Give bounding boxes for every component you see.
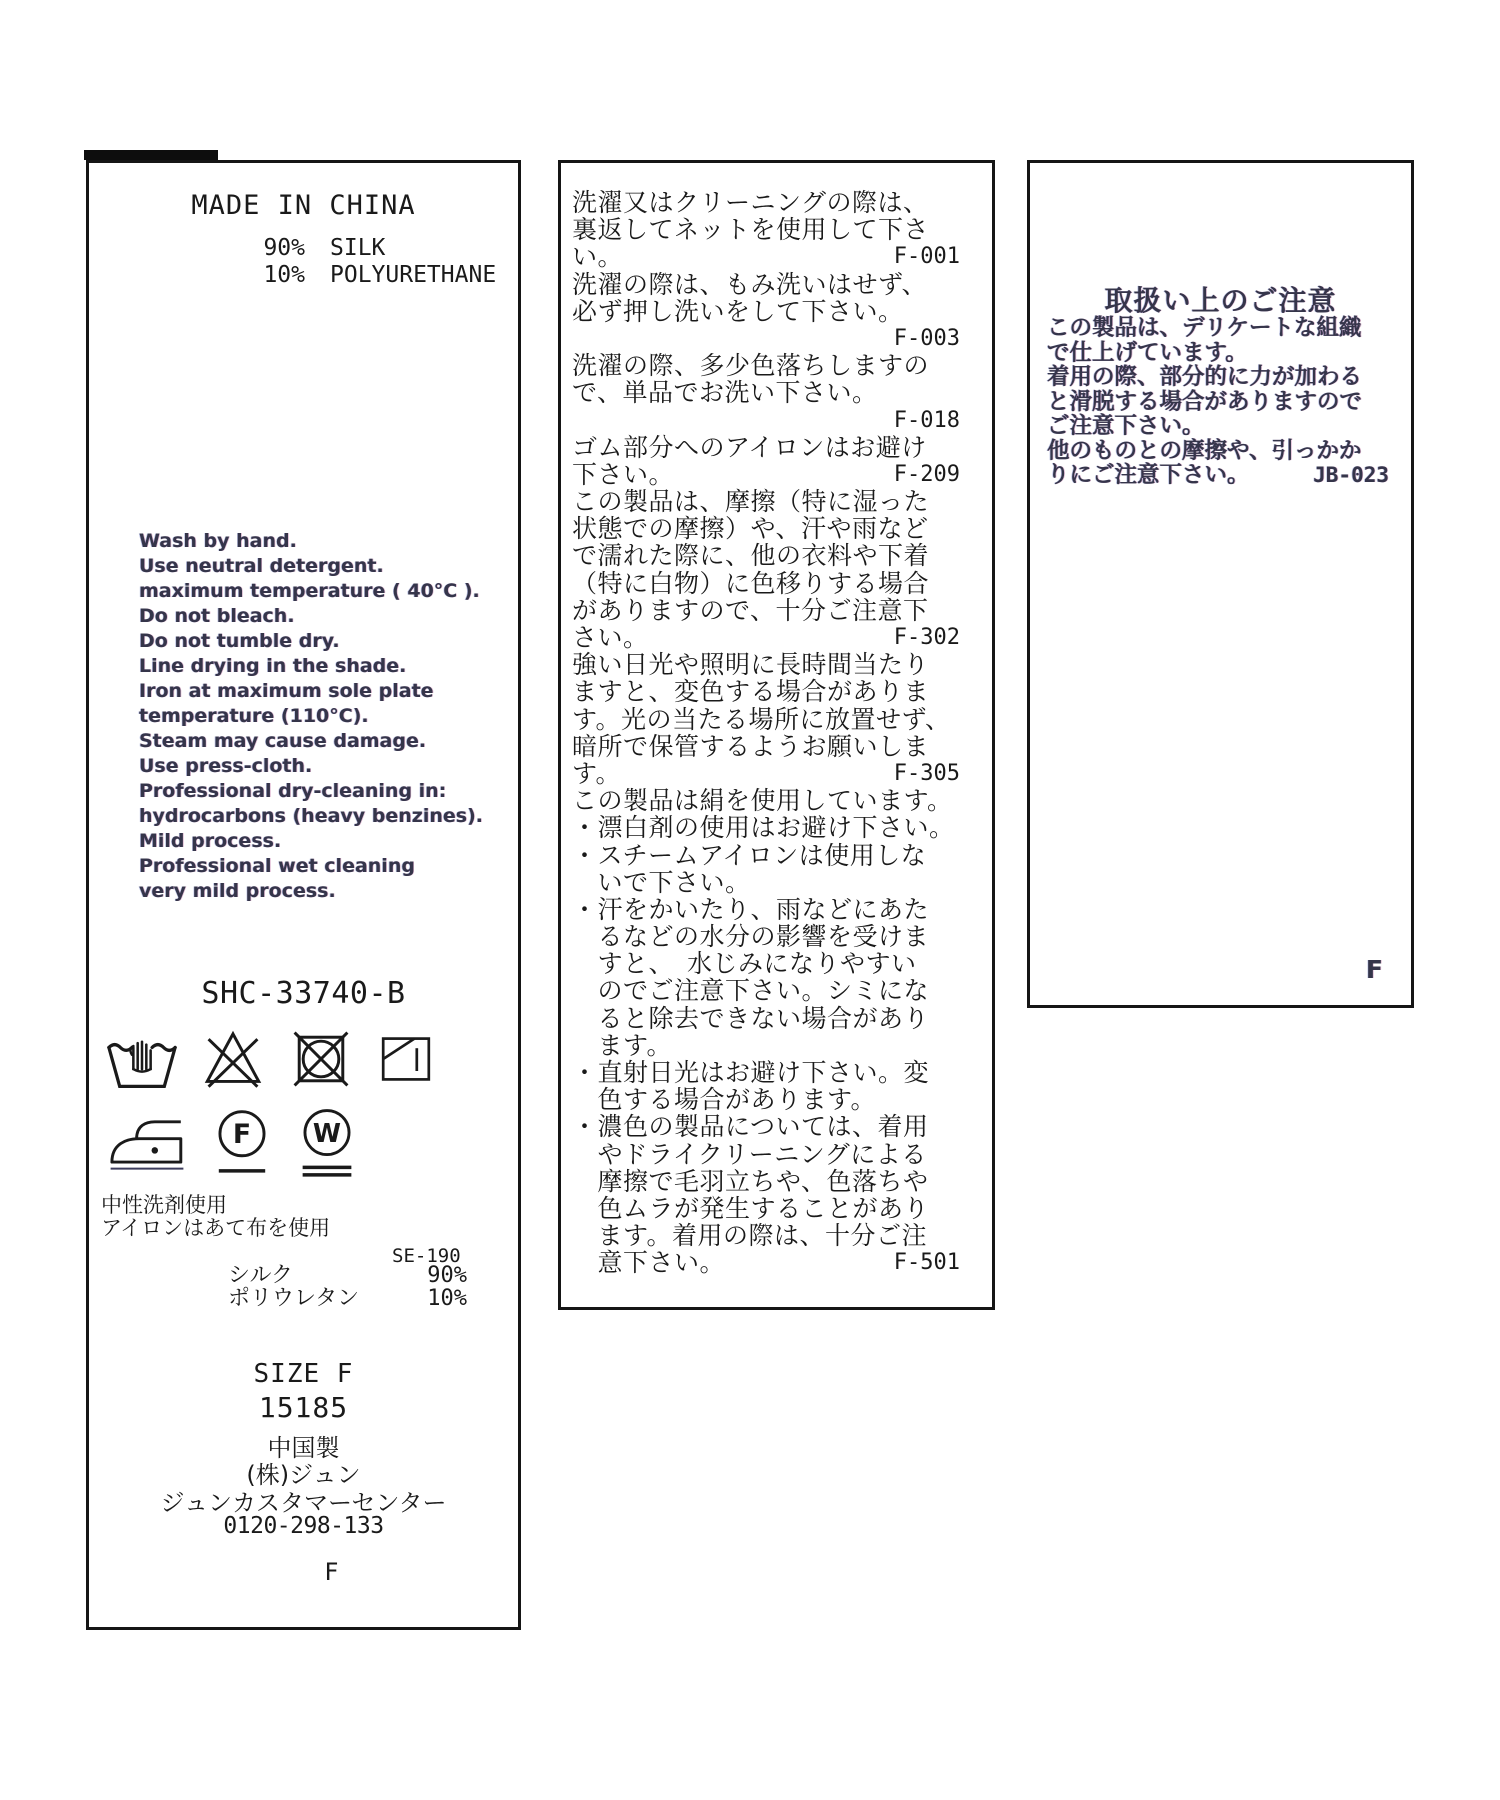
handling-notice-text: 他のものとの摩擦や、引っかか <box>1047 437 1362 464</box>
precaution-text: ・汗をかいたり、雨などにあた <box>572 894 930 924</box>
precaution-line <box>572 1032 960 1059</box>
handling-notice-line <box>1047 316 1389 341</box>
precaution-line <box>572 1141 960 1168</box>
precaution-text: ・スチームアイロンは使用しな <box>572 840 927 870</box>
composition-jp-material: ポリウレタン <box>228 1286 360 1311</box>
do-not-bleach-icon <box>200 1023 266 1095</box>
svg-text:F: F <box>232 1119 252 1150</box>
care-instruction-line: Wash by hand. <box>139 530 297 552</box>
precaution-code: F-018 <box>893 407 960 433</box>
precaution-text: 摩擦で毛羽立ちや、色落ちや <box>572 1166 929 1196</box>
care-instruction-line: Do not tumble dry. <box>139 630 340 652</box>
item-number: 15185 <box>258 1391 349 1424</box>
notes-jp <box>101 1194 330 1240</box>
precaution-code: F-302 <box>893 625 960 650</box>
composition-jp-percent: 10% <box>427 1286 467 1311</box>
precaution-text: この製品は、摩擦（特に湿った <box>572 487 930 517</box>
composition-material: POLYURETHANE <box>330 262 497 288</box>
precaution-text: す。光の当たる場所に放置せず、 <box>572 704 951 734</box>
precaution-line <box>572 379 960 406</box>
composition-jp <box>89 1264 518 1310</box>
handling-notice-line <box>1047 463 1389 488</box>
care-label-left <box>86 160 521 1630</box>
precaution-line <box>572 1168 960 1195</box>
precaution-text: 強い日光や照明に長時間当たり <box>572 650 930 680</box>
precaution-text: ・漂白剤の使用はお避け下さい。 <box>572 813 955 843</box>
care-instruction-line: Steam may cause damage. <box>139 730 427 752</box>
precaution-line <box>572 271 960 298</box>
care-symbols-row1 <box>106 1023 436 1095</box>
handling-notice-text: 着用の際、部分的に力が加わる <box>1047 364 1363 390</box>
precaution-text: がありますので、十分ご注意下 <box>572 595 929 625</box>
handling-notice-line <box>1047 390 1389 415</box>
precaution-text: 下さい。 <box>572 459 675 489</box>
composition-jp-row <box>89 1264 518 1287</box>
care-symbols-row2 <box>108 1107 356 1179</box>
precaution-text: ると除去できない場合があり <box>572 1003 930 1033</box>
precaution-line <box>572 733 960 760</box>
handling-notice-text: と滑脱する場合がありますので <box>1047 388 1363 415</box>
precaution-line <box>572 298 960 325</box>
precaution-line <box>572 814 960 841</box>
precaution-line <box>572 597 960 624</box>
precaution-code: F-003 <box>893 325 960 351</box>
care-instruction-line: Iron at maximum sole plate <box>139 680 434 702</box>
precaution-code: F-305 <box>893 760 960 786</box>
handling-notice-line <box>1047 341 1389 366</box>
precaution-text: さい。 <box>572 623 649 652</box>
handling-notice-text: ご注意下さい。 <box>1047 413 1205 439</box>
composition-material: SILK <box>330 235 386 261</box>
precaution-text: す。 <box>572 758 622 788</box>
care-instruction-line: Professional dry-cleaning in: <box>139 780 447 802</box>
care-instruction-line: Mild process. <box>139 830 282 852</box>
care-instruction-line: hydrocarbons (heavy benzines). <box>139 805 484 827</box>
precaution-line <box>572 787 960 814</box>
precaution-text: （特に白物）に色移りする場合 <box>572 568 930 598</box>
product-code: SHC-33740-B <box>201 976 406 1011</box>
precaution-line <box>572 1195 960 1222</box>
composition-row <box>89 235 518 262</box>
care-instruction-line: maximum temperature ( 40°C ). <box>139 580 480 602</box>
precaution-line <box>572 923 960 950</box>
composition-en <box>89 235 518 289</box>
country-of-origin: 中国製 <box>267 1434 340 1462</box>
size-label: SIZE F <box>253 1359 354 1389</box>
washing-precautions <box>561 163 992 1277</box>
handling-notice-title: 取扱い上のご注意 <box>1104 284 1337 317</box>
precaution-line <box>572 352 960 379</box>
phone-number: 0120-298-133 <box>223 1513 384 1539</box>
svg-text:W: W <box>312 1118 342 1149</box>
care-instruction-line: Use press-cloth. <box>139 755 313 777</box>
care-instructions-en <box>139 529 483 904</box>
precaution-line <box>572 325 960 352</box>
precaution-text: 色する場合があります。 <box>572 1085 877 1115</box>
precaution-text: ます。着用の際は、十分ご注 <box>572 1221 928 1251</box>
precaution-text: で濡れた際に、他の衣料や下着 <box>572 541 930 571</box>
precaution-line <box>572 570 960 597</box>
composition-percent: 10% <box>263 262 305 288</box>
precaution-line <box>572 977 960 1004</box>
precaution-line <box>572 678 960 705</box>
care-instruction-line: Do not bleach. <box>139 605 295 627</box>
handling-notice-body <box>1047 316 1389 488</box>
precaution-text: 裏返してネットを使用して下さ <box>572 215 930 245</box>
care-instruction-line: Professional wet cleaning <box>139 855 415 877</box>
precaution-text: い。 <box>572 242 624 272</box>
professional-dry-clean-F-icon <box>213 1107 271 1179</box>
professional-wet-clean-W-icon <box>298 1107 356 1179</box>
precaution-text: 色ムラが発生することがあり <box>572 1193 930 1223</box>
company-name: (株)ジュン <box>246 1461 361 1489</box>
precaution-text: すと、 水じみになりやすい <box>572 949 917 979</box>
care-label-middle <box>558 160 995 1310</box>
care-instruction-line: Use neutral detergent. <box>139 555 384 577</box>
precaution-code: F-001 <box>893 244 960 270</box>
note-jp-line: 中性洗剤使用 <box>101 1193 227 1217</box>
precaution-line <box>572 1005 960 1032</box>
precaution-line <box>572 542 960 569</box>
precaution-line <box>572 488 960 515</box>
note-jp-line: アイロンはあて布を使用 <box>101 1216 331 1240</box>
handling-notice-line <box>1047 439 1389 464</box>
composition-row <box>89 262 518 289</box>
precaution-line <box>572 842 960 869</box>
precaution-line <box>572 515 960 542</box>
left-bottom-mark: F <box>324 1558 339 1586</box>
care-instruction-line: temperature (110°C). <box>139 705 369 727</box>
precaution-text: いで下さい。 <box>572 867 751 897</box>
handling-notice-text: りにご注意下さい。 <box>1047 462 1250 488</box>
made-in-label: MADE IN CHINA <box>191 190 416 221</box>
iron-one-dot-icon <box>108 1107 186 1173</box>
care-instruction-line: very mild process. <box>139 880 336 902</box>
precaution-text: 暗所で保管するようお願いしま <box>572 731 930 761</box>
precaution-line <box>572 1249 960 1276</box>
precaution-line <box>572 1222 960 1249</box>
precaution-line <box>572 869 960 896</box>
precaution-code: F-209 <box>893 461 960 487</box>
precaution-text: 洗濯又はクリーニングの際は、 <box>572 188 929 217</box>
precaution-line <box>572 461 960 488</box>
line-dry-in-shade-icon <box>376 1023 436 1095</box>
precaution-text: 必ず押し洗いをして下さい。 <box>572 296 904 326</box>
precaution-text: やドライクリーニングによる <box>572 1139 927 1169</box>
precaution-text: ・濃色の製品については、着用 <box>572 1112 929 1142</box>
precaution-line <box>572 1113 960 1140</box>
handling-notice-line <box>1047 414 1389 439</box>
precaution-line <box>572 216 960 243</box>
precaution-line <box>572 1086 960 1113</box>
precaution-text: 状態での摩擦）や、汗や雨など <box>572 514 929 544</box>
handling-notice-text: で仕上げています。 <box>1047 339 1248 366</box>
precaution-line <box>572 189 960 216</box>
precaution-text: ・直射日光はお避け下さい。変 <box>572 1058 930 1087</box>
care-instruction-line: Line drying in the shade. <box>139 655 407 677</box>
precaution-line <box>572 1059 960 1086</box>
precaution-text: のでご注意下さい。シミにな <box>572 976 930 1006</box>
customer-center: ジュンカスタマーセンター <box>160 1489 447 1517</box>
precaution-line <box>572 407 960 434</box>
precaution-line <box>572 706 960 733</box>
precaution-line <box>572 760 960 787</box>
composition-jp-percent: 90% <box>427 1263 467 1288</box>
precaution-line <box>572 950 960 977</box>
precaution-text: ゴム部分へのアイロンはお避け <box>572 432 927 462</box>
composition-jp-material: シルク <box>228 1263 294 1288</box>
composition-jp-row <box>89 1287 518 1310</box>
care-label-right <box>1027 160 1414 1008</box>
precaution-text: 洗濯の際、多少色落ちしますの <box>572 351 930 381</box>
do-not-tumble-dry-icon <box>288 1023 354 1095</box>
right-bottom-mark: F <box>1365 955 1383 984</box>
precaution-text: 意下さい。 <box>572 1248 726 1278</box>
handling-notice-text: この製品は、デリケートな組織 <box>1047 315 1362 341</box>
precaution-text: ます。 <box>572 1030 673 1060</box>
precaution-text: るなどの水分の影響を受けま <box>572 922 930 952</box>
se-code: SE-190 <box>392 1245 461 1267</box>
handling-notice-code: JB-023 <box>1313 463 1389 487</box>
precaution-code: F-501 <box>893 1250 960 1276</box>
precaution-line <box>572 434 960 461</box>
precaution-text: で、単品でお洗い下さい。 <box>572 378 878 408</box>
hand-wash-icon <box>106 1023 178 1095</box>
precaution-text: この製品は絹を使用しています。 <box>572 786 953 816</box>
precaution-line <box>572 243 960 270</box>
precaution-text: 洗濯の際は、もみ洗いはせず、 <box>572 269 928 299</box>
precaution-line <box>572 624 960 651</box>
composition-percent: 90% <box>263 235 305 261</box>
print-smudge-mark <box>84 150 218 160</box>
precaution-line <box>572 896 960 923</box>
handling-notice-line <box>1047 365 1389 390</box>
precaution-text: ますと、変色する場合がありま <box>572 677 930 707</box>
precaution-line <box>572 651 960 678</box>
